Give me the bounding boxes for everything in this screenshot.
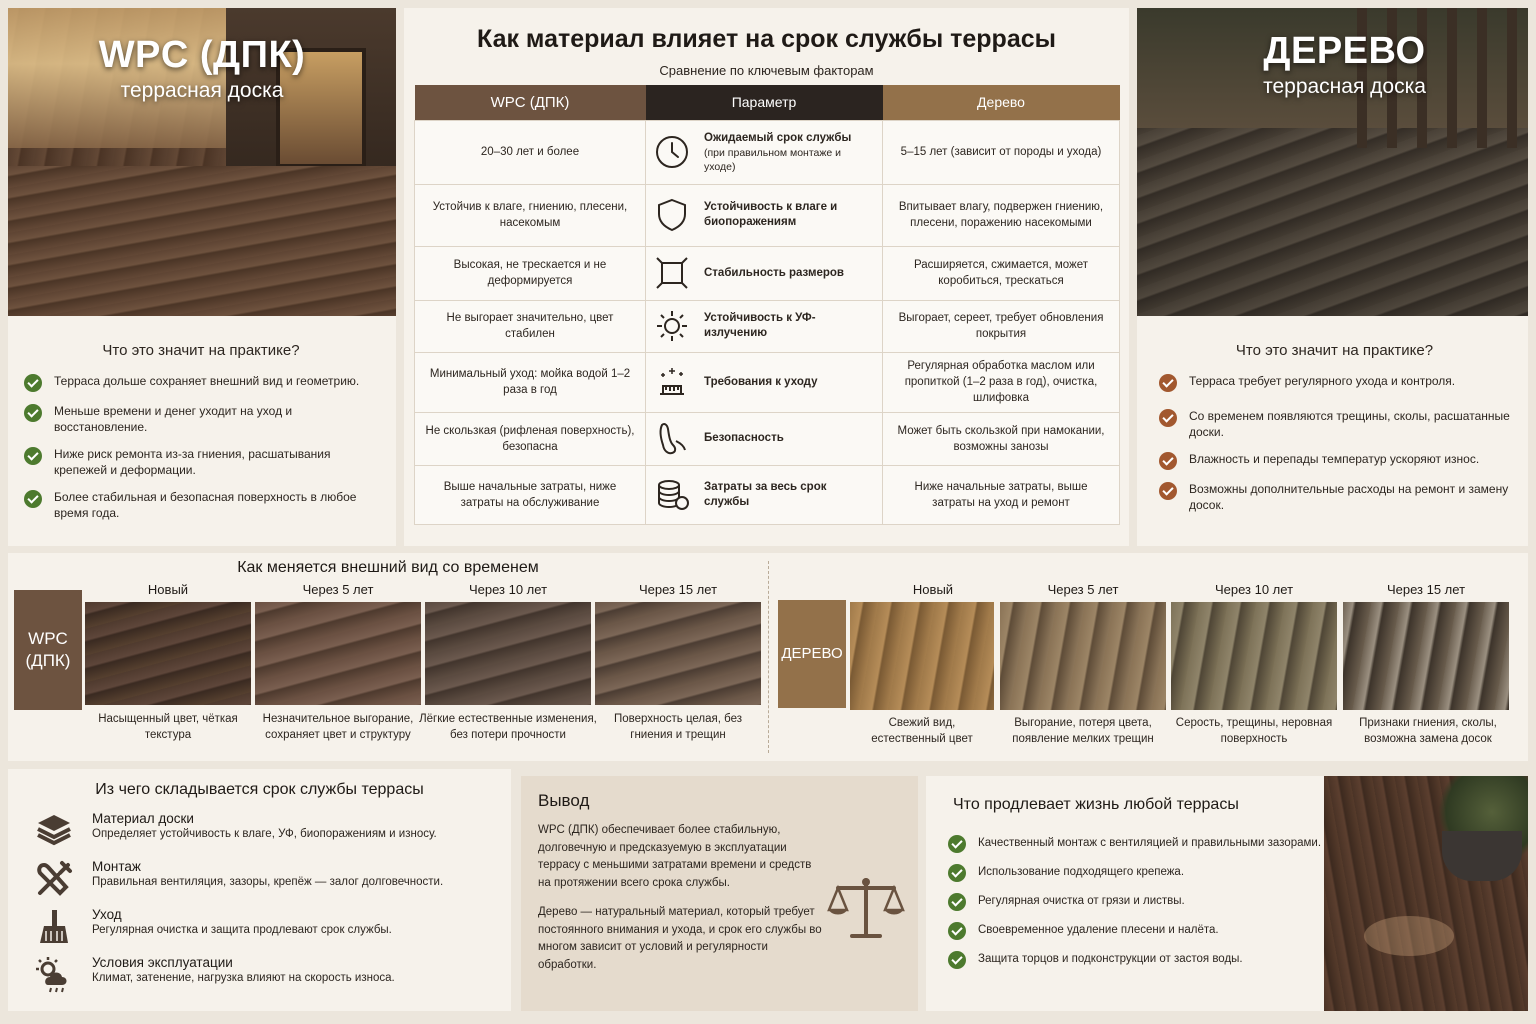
clock-icon	[654, 134, 690, 170]
extend-text: Своевременное удаление плесени и налёта.	[978, 924, 1219, 936]
wpc-photo-title	[8, 34, 396, 103]
factor-desc: Определяет устойчивость к влаге, УФ, биопоражениям и износу.	[92, 828, 437, 840]
wood-practice-text: Со временем появляются трещины, сколы, расшатанные доски.	[1189, 409, 1510, 439]
cell-wood: Ниже начальные затраты, выше затраты на уход и ремонт	[883, 465, 1120, 524]
wpc-new-sample	[85, 602, 251, 705]
stage-title: Через 5 лет	[1047, 582, 1119, 597]
extend-item	[948, 863, 1328, 881]
factor-title: Уход	[92, 907, 122, 922]
wpc-practice-item	[24, 489, 378, 521]
extend-life-panel	[926, 776, 1528, 1011]
wpc-subtitle: террасная доска	[120, 79, 284, 102]
timeline-divider	[768, 561, 769, 753]
extend-title: Что продлевает жизнь любой террасы	[953, 796, 1239, 813]
broom-icon	[34, 907, 74, 947]
check-icon	[24, 374, 42, 392]
header-param: Параметр	[646, 85, 883, 120]
wood-practice-text: Возможны дополнительные расходы на ремонт и замену досок.	[1189, 482, 1509, 512]
table-header-row	[415, 85, 1120, 120]
wpc-column	[8, 8, 396, 546]
comparison-title: Как материал влияет на срок службы террасы	[477, 25, 1056, 53]
factors-title: Из чего складывается срок службы террасы	[95, 781, 424, 798]
cell-wpc: Минимальный уход: мойка водой 1–2 раза в год	[415, 352, 646, 412]
scales-icon	[826, 874, 906, 944]
factor-title: Условия эксплуатации	[92, 955, 233, 970]
timeline-wood-label-text: ДЕРЕВО	[781, 645, 843, 662]
check-icon	[24, 404, 42, 422]
coins-icon	[654, 477, 690, 513]
cell-wpc: Устойчив к влаге, гниению, плесени, насекомым	[415, 184, 646, 246]
cell-wpc: 20–30 лет и более	[415, 120, 646, 184]
factor-desc: Климат, затенение, нагрузка влияют на скорость износа.	[92, 972, 395, 984]
cell-wood: Регулярная обработка маслом или пропиткой (1–2 раза в год), очистка, шлифовка	[883, 352, 1120, 412]
conclusion-title: Вывод	[538, 791, 590, 810]
wpc-practice	[8, 328, 396, 532]
wpc-practice-item	[24, 403, 378, 435]
wpc-practice-text: Меньше времени и денег уходит на уход и восстановление.	[54, 404, 293, 434]
timeline-wpc-label	[14, 590, 82, 710]
wpc-10y-sample	[425, 602, 591, 705]
wpc-practice-text: Более стабильная и безопасная поверхность в любое время года.	[54, 490, 357, 520]
weather-icon	[34, 955, 74, 995]
table-row	[415, 246, 1120, 300]
param-label: Устойчивость к УФ-излучению	[704, 312, 816, 339]
table-row	[415, 465, 1120, 524]
comparison-table	[414, 85, 1120, 525]
stage-title: Через 10 лет	[1214, 582, 1294, 597]
resize-frame-icon	[654, 255, 690, 291]
header-wood: Дерево	[883, 85, 1120, 120]
shield-icon	[654, 197, 690, 233]
cell-param	[646, 465, 883, 524]
table-row	[415, 184, 1120, 246]
cell-param	[646, 246, 883, 300]
check-icon	[1159, 482, 1177, 500]
wood-title: ДЕРЕВО	[1263, 30, 1426, 72]
extend-text: Защита торцов и подконструкции от застоя воды.	[978, 953, 1243, 965]
comparison-panel	[404, 8, 1129, 546]
conclusion-text-wpc: WPC (ДПК) обеспечивает более стабильную, долговечную и предсказуемую в эксплуатации террасу с меньшими затратами времени и средств на протяжении всего срока службы.	[538, 824, 812, 889]
wood-subtitle: террасная доска	[1263, 75, 1426, 98]
wpc-practice-item	[24, 446, 378, 478]
check-icon	[948, 893, 966, 911]
factor-title: Материал доски	[92, 811, 194, 826]
stage-title: Новый	[147, 582, 189, 597]
cell-wood: 5–15 лет (зависит от породы и ухода)	[883, 120, 1120, 184]
wood-practice-title: Что это значит на практике?	[1235, 342, 1434, 359]
check-icon	[1159, 409, 1177, 427]
factor-item	[34, 907, 392, 947]
cell-param	[646, 300, 883, 352]
check-icon	[24, 490, 42, 508]
tools-icon	[34, 859, 74, 899]
wpc-practice-title: Что это значит на практике?	[102, 342, 300, 359]
appearance-timeline	[8, 553, 1528, 761]
factor-desc: Правильная вентиляция, зазоры, крепёж — залог долговечности.	[92, 876, 444, 888]
wood-practice-item	[1159, 481, 1510, 513]
cell-wpc: Не скользкая (рифленая поверхность), безопасна	[415, 412, 646, 465]
timeline-wpc-label-text: WPC (ДПК)	[25, 629, 71, 670]
extend-item	[948, 950, 1328, 968]
stage-title: Новый	[912, 582, 954, 597]
conclusion-panel	[521, 776, 918, 1011]
extend-item	[948, 834, 1328, 852]
cell-param	[646, 352, 883, 412]
param-label: Стабильность размеров	[704, 266, 845, 279]
stage-title: Через 15 лет	[638, 582, 718, 597]
check-icon	[948, 922, 966, 940]
wpc-stage-caption: Поверхность целая, без гниения и трещин	[613, 713, 743, 741]
wpc-title: WPC (ДПК)	[98, 34, 306, 76]
cell-wood: Впитывает влагу, подвержен гниению, плесени, поражению насекомыми	[883, 184, 1120, 246]
param-label: Требования к уходу	[704, 375, 818, 388]
wpc-stage-caption: Насыщенный цвет, чёткая текстура	[98, 713, 238, 741]
param-label: Устойчивость к влаге и биопоражениям	[704, 201, 838, 228]
wood-15y-sample	[1343, 602, 1509, 710]
wet-deck-photo	[1324, 776, 1528, 1011]
param-label: Ожидаемый срок службы	[704, 131, 852, 144]
footprint-icon	[654, 421, 690, 457]
extend-item	[948, 892, 1328, 910]
factor-desc: Регулярная очистка и защита продлевают срок службы.	[92, 924, 392, 936]
stage-title: Через 10 лет	[468, 582, 548, 597]
cell-wood: Расширяется, сжимается, может коробиться, трескаться	[883, 246, 1120, 300]
wpc-5y-sample	[255, 602, 421, 705]
cell-wpc: Высокая, не трескается и не деформируется	[415, 246, 646, 300]
cell-wood: Может быть скользкой при намокании, возможны занозы	[883, 412, 1120, 465]
wood-practice-text: Влажность и перепады температур ускоряют износ.	[1189, 452, 1480, 466]
timeline-wood-label	[778, 600, 846, 708]
cell-wpc: Выше начальные затраты, ниже затраты на обслуживание	[415, 465, 646, 524]
extend-text: Регулярная очистка от грязи и листвы.	[978, 895, 1185, 907]
wood-practice-item	[1159, 373, 1510, 392]
factor-item	[34, 811, 437, 851]
stage-title: Через 15 лет	[1386, 582, 1466, 597]
wood-practice-item	[1159, 451, 1510, 470]
check-icon	[1159, 452, 1177, 470]
check-icon	[948, 864, 966, 882]
wood-practice-text: Терраса требует регулярного ухода и контроля.	[1189, 374, 1456, 388]
cell-param	[646, 184, 883, 246]
table-row	[415, 412, 1120, 465]
wpc-15y-sample	[595, 602, 761, 705]
cell-param	[646, 120, 883, 184]
wood-practice	[1137, 328, 1528, 524]
table-row	[415, 352, 1120, 412]
check-icon	[948, 951, 966, 969]
comparison-subtitle: Сравнение по ключевым факторам	[659, 63, 874, 78]
factor-item	[34, 859, 443, 899]
wood-stage-caption: Признаки гниения, сколы, возможна замена досок	[1359, 717, 1497, 745]
conclusion-text-wood: Дерево — натуральный материал, который требует постоянного внимания и ухода, и срок его службы во многом зависит от условий и регулярности обработки.	[538, 906, 822, 971]
stage-title: Через 5 лет	[302, 582, 374, 597]
extend-text: Качественный монтаж с вентиляцией и правильными зазорами.	[978, 837, 1322, 849]
wpc-stage-caption: Лёгкие естественные изменения, без потери прочности	[419, 713, 597, 741]
sun-icon	[654, 308, 690, 344]
cell-wpc: Не выгорает значительно, цвет стабилен	[415, 300, 646, 352]
table-row	[415, 120, 1120, 184]
cell-wood: Выгорает, сереет, требует обновления покрытия	[883, 300, 1120, 352]
wood-stage-caption: Свежий вид, естественный цвет	[871, 717, 973, 745]
lifespan-factors	[8, 769, 511, 1011]
wpc-practice-text: Терраса дольше сохраняет внешний вид и геометрию.	[54, 374, 360, 388]
extend-text: Использование подходящего крепежа.	[978, 866, 1185, 878]
wpc-practice-text: Ниже риск ремонта из-за гниения, расшатывания крепежей и деформации.	[54, 447, 331, 477]
wood-5y-sample	[1000, 602, 1166, 710]
brush-sparkle-icon	[654, 364, 690, 400]
timeline-title: Как меняется внешний вид со временем	[237, 559, 539, 576]
param-label: Затраты за весь срок службы	[704, 480, 827, 508]
factor-title: Монтаж	[92, 859, 141, 874]
check-icon	[1159, 374, 1177, 392]
wood-photo-title	[1149, 30, 1528, 99]
check-icon	[24, 447, 42, 465]
wpc-stage-caption: Незначительное выгорание, сохраняет цвет и структуру	[262, 713, 414, 741]
layers-icon	[34, 811, 74, 851]
header-wpc: WPC (ДПК)	[415, 85, 646, 120]
extend-item	[948, 921, 1328, 939]
param-note: (при правильном монтаже и уходе)	[704, 146, 842, 173]
wood-new-sample	[850, 602, 994, 710]
wood-10y-sample	[1171, 602, 1337, 710]
wood-deck-photo	[1137, 8, 1528, 316]
factor-item	[34, 955, 395, 995]
wood-stage-caption: Серость, трещины, неровная поверхность	[1175, 717, 1333, 745]
wood-practice-item	[1159, 408, 1510, 440]
wood-column	[1137, 8, 1528, 546]
param-label: Безопасность	[704, 432, 784, 444]
cell-param	[646, 412, 883, 465]
wpc-practice-item	[24, 373, 378, 392]
wpc-deck-photo	[8, 8, 396, 316]
table-row	[415, 300, 1120, 352]
wood-stage-caption: Выгорание, потеря цвета, появление мелких трещин	[1012, 717, 1154, 745]
check-icon	[948, 835, 966, 853]
